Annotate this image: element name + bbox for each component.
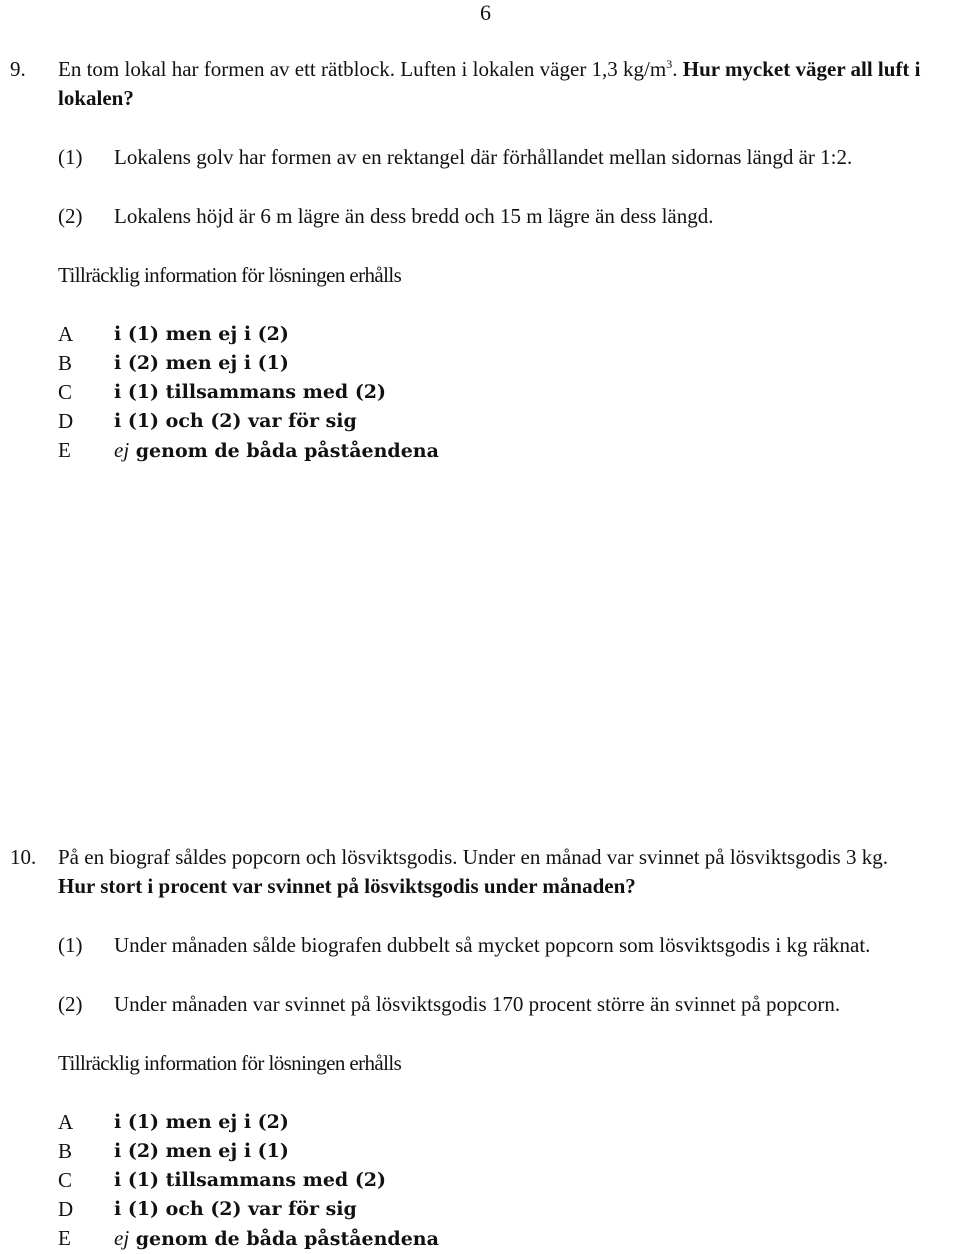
question-text: På en biograf såldes popcorn och lösviktsgodis. Under en månad var svinnet på lösviktsgodis 3 kg. [58, 845, 888, 869]
statement-1 [58, 931, 960, 960]
statement-label: (1) [58, 933, 83, 957]
option-emphasis: ej [114, 438, 130, 462]
statement-text: Under månaden var svinnet på lösviktsgodis 170 procent större än svinnet på popcorn. [114, 992, 841, 1016]
sufficiency-prompt: Tillräcklig information för lösningen erhålls [58, 263, 402, 287]
question-text-punct: . [672, 57, 683, 81]
answer-options [58, 320, 960, 465]
option-label: A [58, 1110, 74, 1134]
statement-label: (2) [58, 992, 83, 1016]
superscript: 3 [666, 57, 673, 71]
statement-text: Under månaden sålde biografen dubbelt så mycket popcorn som lösviktsgodis i kg räknat. [114, 933, 871, 957]
option-label: A [58, 322, 74, 346]
option-label: B [58, 351, 73, 375]
option-text: i (1) men ej i (2) [114, 323, 289, 345]
option-d [58, 407, 960, 436]
question-number: 10. [10, 845, 37, 869]
question-text: En tom lokal har formen av ett rätblock. Luften i lokalen väger 1,3 kg/m [58, 57, 667, 81]
option-text: i (1) men ej i (2) [114, 1111, 289, 1133]
option-label: E [58, 1226, 71, 1250]
option-d [58, 1195, 960, 1224]
option-text: genom de båda påståendena [129, 1228, 439, 1250]
statement-text: Lokalens höjd är 6 m lägre än dess bredd och 15 m lägre än dess längd. [114, 204, 714, 228]
statement-2 [58, 990, 960, 1019]
statement-label: (2) [58, 204, 83, 228]
question-10 [0, 843, 960, 1253]
statement-label: (1) [58, 145, 83, 169]
option-b [58, 349, 960, 378]
question-10-prompt [0, 843, 960, 901]
option-label: D [58, 409, 74, 433]
page-number: 6 [480, 0, 491, 25]
option-emphasis: ej [114, 1226, 130, 1250]
option-label: B [58, 1139, 73, 1163]
option-c [58, 1166, 960, 1195]
statement-text: Lokalens golv har formen av en rektangel där förhållandet mellan sidornas längd är 1:2. [114, 145, 853, 169]
answer-options [58, 1108, 960, 1253]
option-e [58, 436, 960, 465]
option-text: i (2) men ej i (1) [114, 1140, 289, 1162]
question-number: 9. [10, 57, 26, 81]
question-9 [0, 55, 960, 465]
option-a [58, 1108, 960, 1137]
statement-2 [58, 202, 960, 231]
option-label: C [58, 1168, 73, 1192]
option-a [58, 320, 960, 349]
option-label: C [58, 380, 73, 404]
option-text: genom de båda påståendena [129, 440, 439, 462]
option-e [58, 1224, 960, 1253]
option-text: i (2) men ej i (1) [114, 352, 289, 374]
option-b [58, 1137, 960, 1166]
question-9-prompt [0, 55, 960, 113]
option-text: i (1) tillsammans med (2) [114, 1169, 387, 1191]
option-text: i (1) och (2) var för sig [114, 410, 357, 432]
option-text: i (1) och (2) var för sig [114, 1198, 357, 1220]
option-label: D [58, 1197, 74, 1221]
statement-1 [58, 143, 960, 172]
option-text: i (1) tillsammans med (2) [114, 381, 387, 403]
question-bold: Hur stort i procent var svinnet på lösviktsgodis under månaden? [58, 874, 636, 898]
sufficiency-prompt: Tillräcklig information för lösningen erhålls [58, 1051, 402, 1075]
option-c [58, 378, 960, 407]
question-bold: Hur mycket väger all luft i lokalen? [58, 57, 921, 110]
option-label: E [58, 438, 71, 462]
